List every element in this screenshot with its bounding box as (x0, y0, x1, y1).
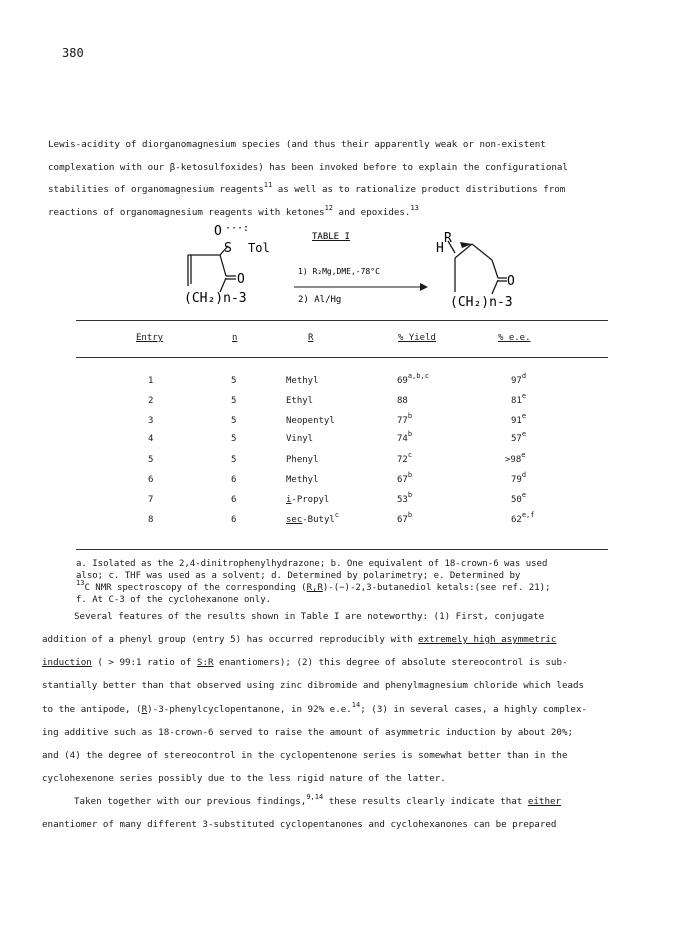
paragraph3-line2: enantiomer of many different 3-substituted cyclopentanones and cyclohexanones can be prepared (42, 819, 557, 830)
product-structure (448, 241, 507, 294)
reagent-step1: 1) R₂Mg,DME,-78°C (298, 267, 380, 276)
table-bottom-rule (76, 549, 608, 550)
reactant-tolyl: Tol (248, 241, 270, 255)
table-header-rule (76, 357, 608, 358)
table-top-rule (76, 320, 608, 321)
reactant-sulfoxide-o: O (214, 224, 222, 239)
paragraph3-line1: Taken together with our previous findings,$^{9,14}$ these results clearly indicate that either (74, 793, 562, 807)
paragraph2-line7: and (4) the degree of stereocontrol in the cyclopentenone series is somewhat better than in the (42, 750, 568, 761)
reactant-sulfur: S (224, 241, 232, 256)
paragraph2-line6: ing additive such as 18-crown-6 served to raise the amount of asymmetric induction by about 20%; (42, 727, 574, 738)
paragraph1-line3: stabilities of organomagnesium reagents$^{11}$ as well as to rationalize product distributions from (48, 181, 566, 195)
table-title: TABLE I (312, 232, 350, 242)
footnote-line4: f. At C-3 of the cyclohexanone only. (76, 595, 272, 605)
footnote-line3: $^{13}$C NMR spectroscopy of the corresponding (R,R)-(−)-2,3-butanediol ketals:(see ref. 21); (76, 579, 551, 593)
paragraph2-line4: stantially better than that observed using zinc dibromide and phenylmagnesium chloride which leads (42, 680, 585, 691)
paragraph2-line8: cyclohexenone series possibly due to the less rigid nature of the latter. (42, 773, 446, 784)
header-r: R (308, 333, 314, 343)
reaction-scheme (180, 222, 540, 312)
product-hydrogen: H (436, 241, 444, 256)
paragraph1-line2: complexation with our β-ketosulfoxides) has been invoked before to explain the configurational (48, 162, 568, 173)
paragraph2-line1: Several features of the results shown in Table I are noteworthy: (1) First, conjugate (74, 611, 545, 622)
header-ee: % e.e. (498, 333, 531, 343)
paragraph2-line3: induction ( > 99:1 ratio of S:R enantiomers); (2) this degree of absolute stereocontrol is sub- (42, 657, 568, 668)
header-yield: % Yield (398, 333, 436, 343)
reactant-carbonyl-o: O (237, 272, 245, 287)
reaction-arrow-head (420, 283, 428, 291)
product-carbonyl-o: O (507, 274, 515, 289)
product-ring-label: (CH₂)n-3 (450, 295, 513, 310)
header-entry: Entry (136, 333, 164, 343)
paragraph2-line2: addition of a phenyl group (entry 5) has occurred reproducibly with extremely high asymmetric (42, 634, 557, 645)
header-n: n (232, 333, 238, 343)
footnote-line2: also; c. THF was used as a solvent; d. Determined by polarimetry; e. Determined by (76, 571, 521, 581)
paragraph2-line5: to the antipode, (R)-3-phenylcyclopentanone, in 92% e.e.$^{14}$; (3) in several cases, a highly complex- (42, 701, 588, 715)
sulfoxide-dots: ···: (225, 223, 250, 234)
reagent-step2: 2) Al/Hg (298, 295, 342, 305)
page-number: 380 (62, 46, 84, 60)
footnote-line1: a. Isolated as the 2,4-dinitrophenylhydrazone; b. One equivalent of 18-crown-6 was used (76, 559, 548, 569)
paragraph1-line4: reactions of organomagnesium reagents with ketones$^{12}$ and epoxides.$^{13}$ (48, 204, 419, 218)
reactant-ring-label: (CH₂)n-3 (184, 291, 247, 306)
product-r-group: R (444, 231, 452, 246)
paragraph1-line1: Lewis-acidity of diorganomagnesium species (and thus their apparently weak or non-existent (48, 139, 546, 150)
